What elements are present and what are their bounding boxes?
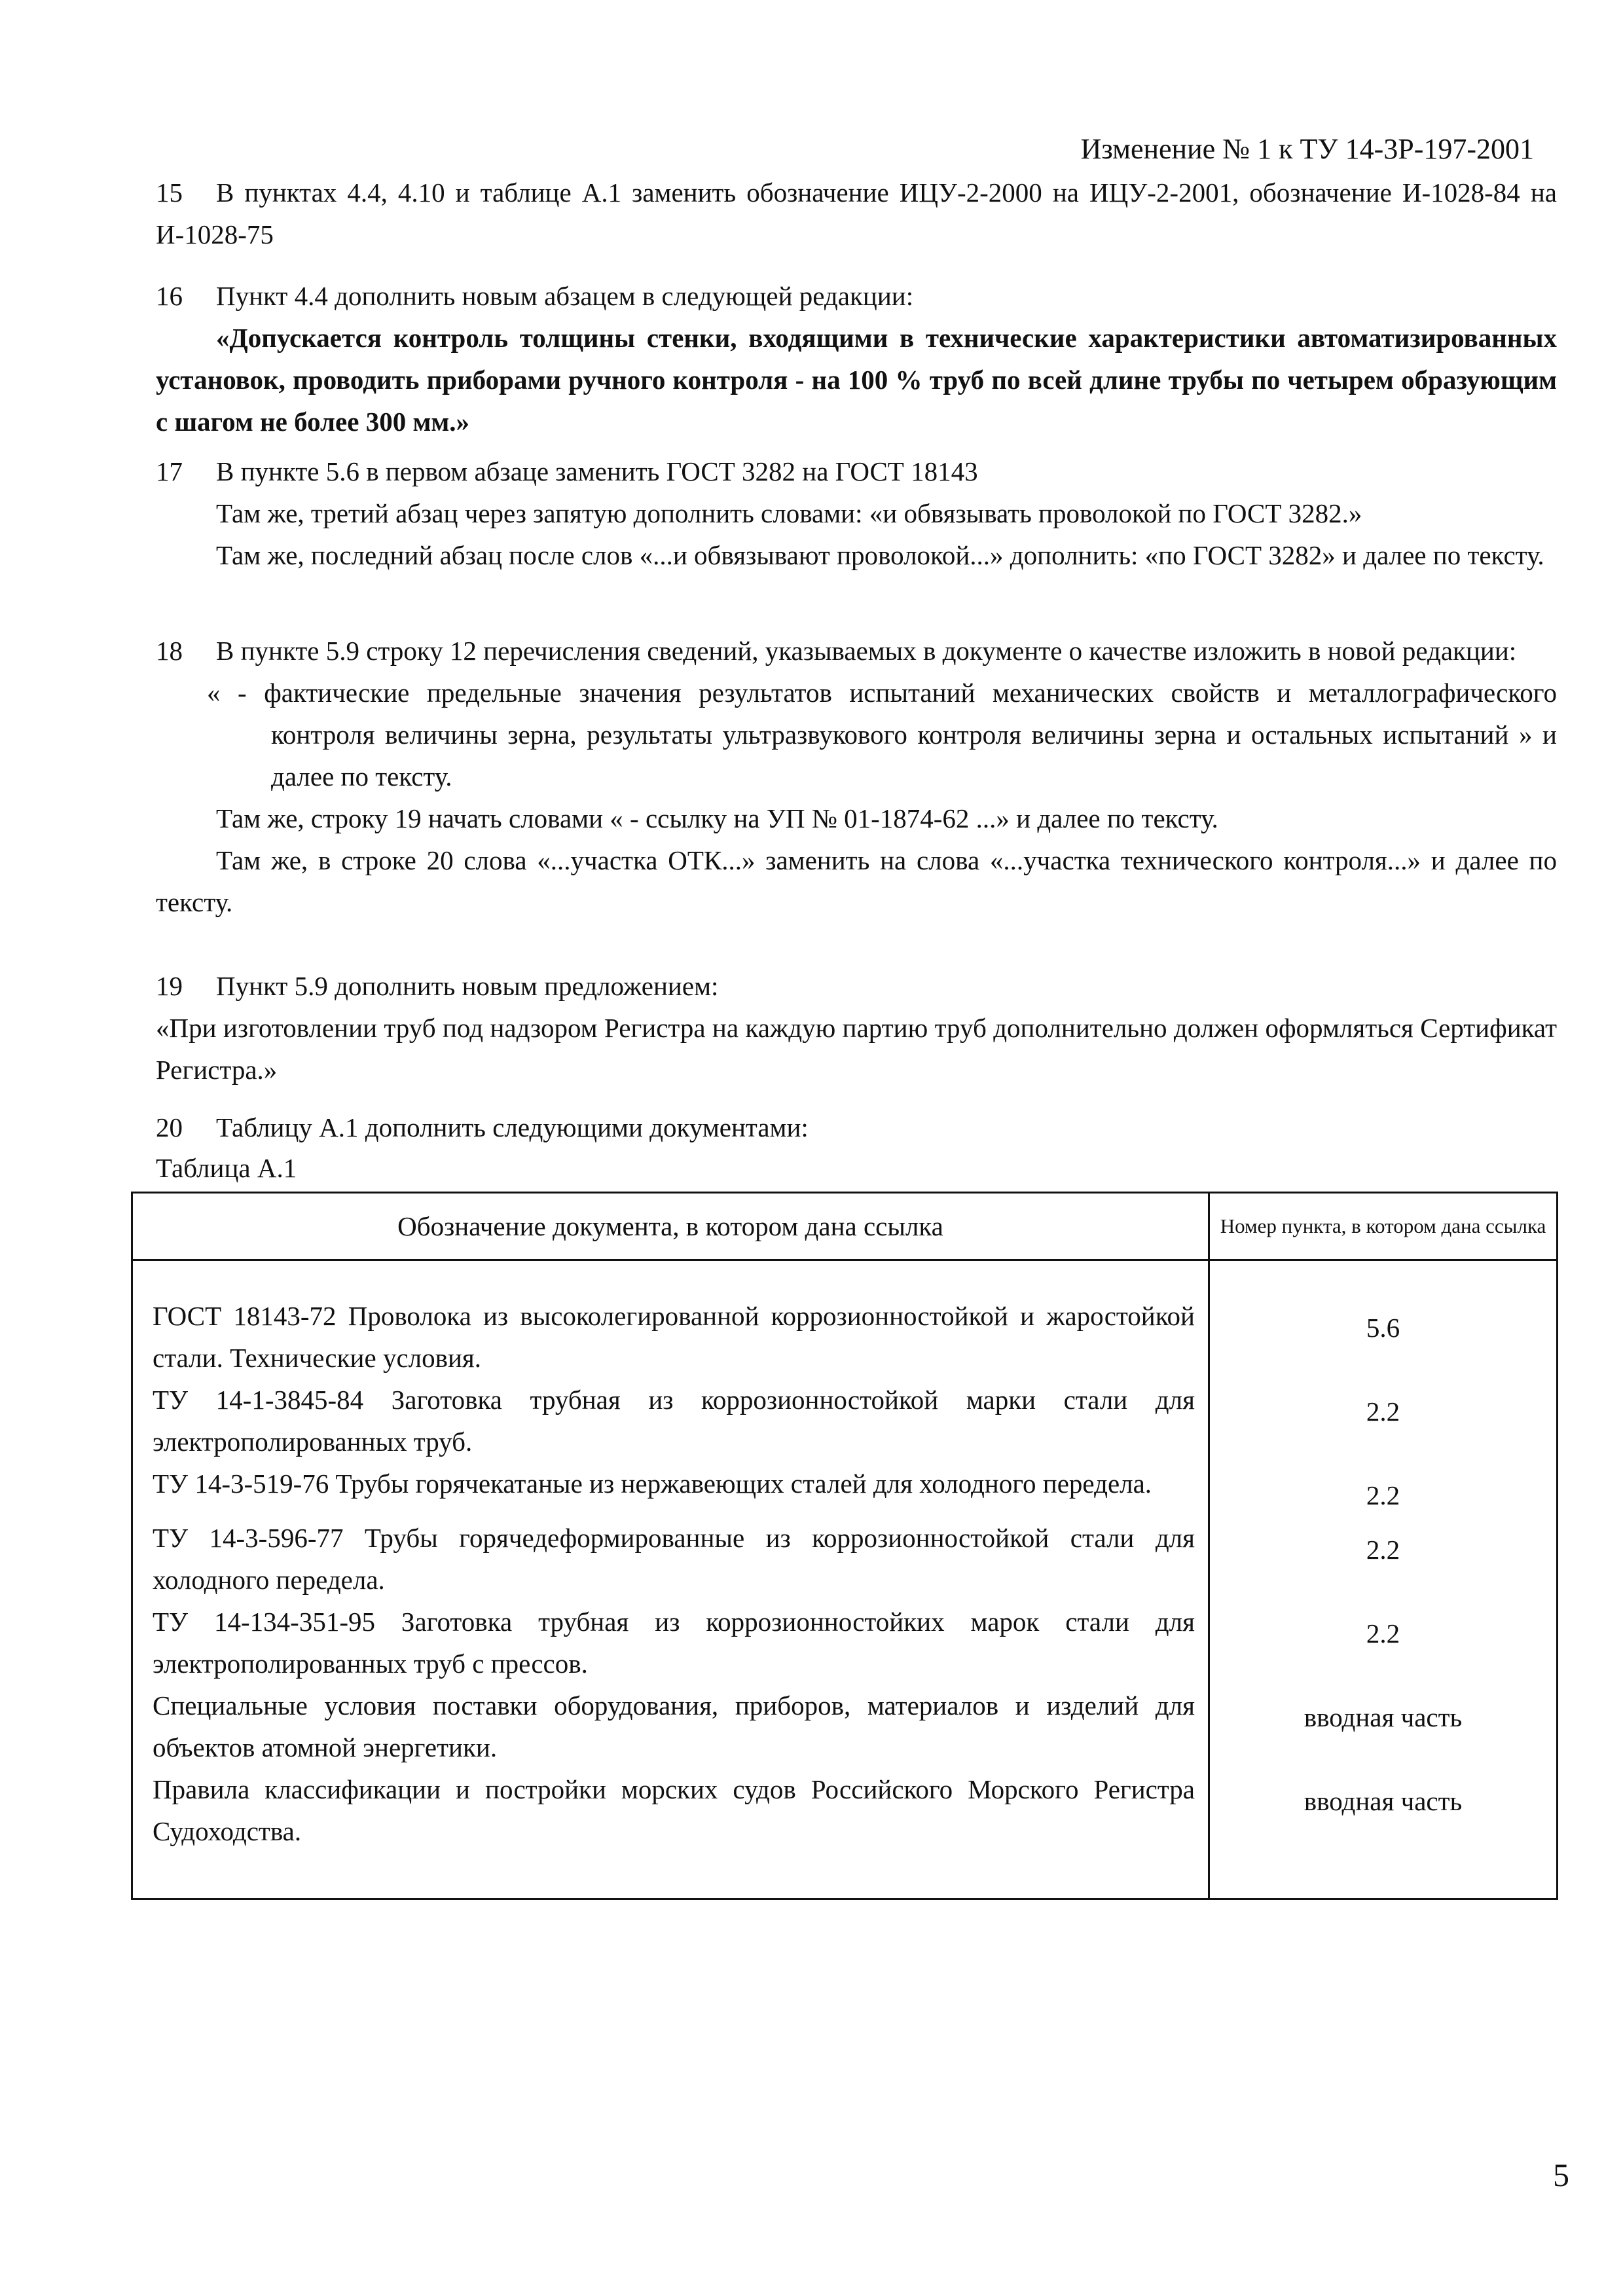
item-text: В пункте 5.6 в первом абзаце заменить ГОСТ 3282 на ГОСТ 18143 (216, 456, 978, 486)
table-cell-document: ТУ 14-3-596-77 Трубы горячедеформированные из коррозионностойкой стали для холодного передела. (132, 1517, 1209, 1601)
column-header-clause: Номер пункта, в котором дана ссылка (1209, 1193, 1558, 1260)
item-paragraph: Там же, в строке 20 слова «...участка ОТК...» заменить на слова «...участка технического контроля...» и далее по тексту. (156, 845, 1557, 917)
table-cell-clause: вводная часть (1209, 1685, 1558, 1768)
item-paragraph: Там же, строку 19 начать словами « - ссылку на УП № 01-1874-62 ...» и далее по тексту. (216, 803, 1218, 833)
table-cell-clause: 2.2 (1209, 1379, 1558, 1463)
table-cell-clause: вводная часть (1209, 1768, 1558, 1899)
column-header-document: Обозначение документа, в котором дана ссылка (132, 1193, 1209, 1260)
item-number: 19 (156, 971, 183, 1001)
item-text: В пункте 5.9 строку 12 перечисления сведений, указываемых в документе о качестве изложить в новой редакции: (216, 636, 1517, 666)
item-text: Пункт 4.4 дополнить новым абзацем в следующей редакции: (216, 281, 914, 311)
table-cell-document: Специальные условия поставки оборудования, приборов, материалов и изделий для объектов атомной энергетики. (132, 1685, 1209, 1768)
item-text: Таблицу А.1 дополнить следующими документами: (216, 1112, 809, 1142)
item-20 (156, 1106, 1557, 1148)
table-cell-clause: 2.2 (1209, 1463, 1558, 1517)
item-16 (156, 275, 1557, 443)
table-caption: Таблица А.1 (156, 1153, 297, 1183)
table-row (132, 1685, 1558, 1768)
table-row (132, 1601, 1558, 1685)
table-cell-clause: 2.2 (1209, 1601, 1558, 1685)
table-row (132, 1463, 1558, 1517)
item-15 (156, 172, 1557, 255)
table-cell-document: Правила классификации и постройки морских судов Российского Морского Регистра Судоходства. (132, 1768, 1209, 1899)
table-cell-document: ТУ 14-134-351-95 Заготовка трубная из коррозионностойких марок стали для электрополированных труб с прессов. (132, 1601, 1209, 1685)
table-cell-clause: 2.2 (1209, 1517, 1558, 1601)
table-row (132, 1260, 1558, 1379)
table-row (132, 1379, 1558, 1463)
table-cell-document: ТУ 14-3-519-76 Трубы горячекатаные из нержавеющих сталей для холодного передела. (132, 1463, 1209, 1517)
item-paragraph: Там же, последний абзац после слов «...и обвязывают проволокой...» дополнить: «по ГОСТ 3282» и далее по тексту. (216, 540, 1544, 570)
item-paragraph: Там же, третий абзац через запятую дополнить словами: «и обвязывать проволокой по ГОСТ 3282.» (216, 498, 1362, 528)
document-header: Изменение № 1 к ТУ 14-3Р-197-2001 (1080, 133, 1534, 165)
item-19 (156, 965, 1557, 1091)
item-quote: «При изготовлении труб под надзором Регистра на каждую партию труб дополнительно должен оформляться Сертификат Регистра.» (156, 1013, 1557, 1085)
table-cell-clause: 5.6 (1209, 1260, 1558, 1379)
reference-table (131, 1192, 1558, 1900)
item-text: В пунктах 4.4, 4.10 и таблице А.1 заменить обозначение ИЦУ-2-2000 на ИЦУ-2-2001, обозначение И-1028-84 на И-1028-75 (156, 177, 1557, 249)
table-header-row (132, 1193, 1558, 1260)
item-text: Пункт 5.9 дополнить новым предложением: (216, 971, 719, 1001)
table-row (132, 1768, 1558, 1899)
table-row (132, 1517, 1558, 1601)
item-number: 15 (156, 177, 183, 208)
item-number: 17 (156, 456, 183, 486)
page-number: 5 (1553, 2157, 1569, 2193)
item-18 (156, 630, 1557, 923)
item-number: 18 (156, 636, 183, 666)
table-cell-document: ТУ 14-1-3845-84 Заготовка трубная из коррозионностойкой марки стали для электрополированных труб. (132, 1379, 1209, 1463)
item-number: 20 (156, 1112, 183, 1142)
item-17 (156, 450, 1557, 576)
item-number: 16 (156, 281, 183, 311)
table-cell-document: ГОСТ 18143-72 Проволока из высоколегированной коррозионностойкой и жаростойкой стали. Технические условия. (132, 1260, 1209, 1379)
item-quote: « - фактические предельные значения результатов испытаний механических свойств и металлографического контроля величины зерна, результаты ультразвукового контроля величины зерна и остальных испытаний » и далее по тексту. (207, 678, 1557, 792)
item-quote: «Допускается контроль толщины стенки, входящими в технические характеристики автоматизированных установок, проводить приборами ручного контроля - на 100 % труб по всей длине трубы по четырем образующим с шагом не более 300 мм.» (156, 323, 1557, 437)
